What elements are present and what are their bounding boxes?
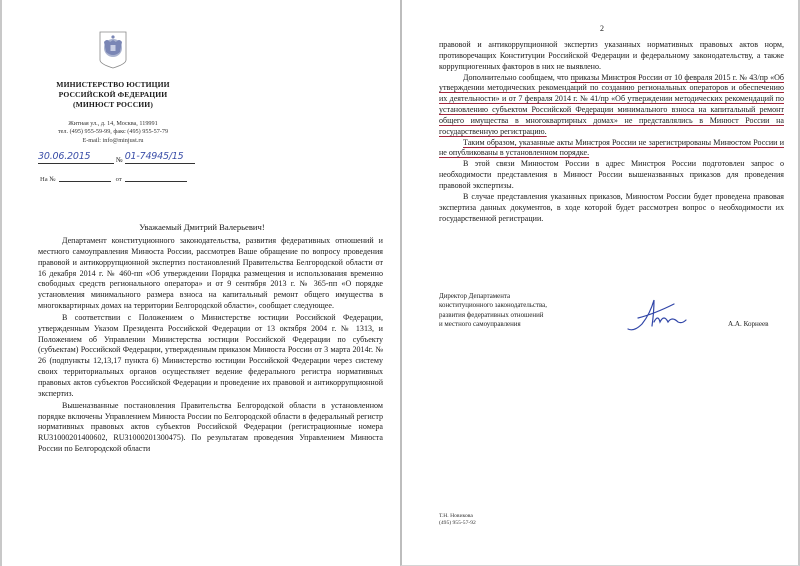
reply-from-label: от (115, 176, 122, 183)
registration-number: 01-74945/15 (125, 151, 195, 164)
paragraph: В соответствии с Положением о Министерстве юстиции Российской Федерации, утвержденным Указом Президента Российской Федерации от 13 октября 2004 г. № 1313, и Положением об Управлении Министерства юстиции Российской Федерации по субъекту (субъектам) Российской Федерации, утвержденным приказом Минюста России от 3 марта 2014г. № 26 (подпункты 12,13,17 пункта 6) Министерство юстиции Российской Федерации через систему своих территориальных органов осуществляет ведение федерального регистра нормативных правовых актов субъектов Российской Федерации и проведение их правовой и антикоррупционной экспертиз. (38, 312, 383, 398)
page-1-body (38, 236, 383, 455)
executor-info (439, 513, 476, 527)
org-email: E-mail: info@minjust.ru (82, 136, 144, 144)
paragraph-intro: Дополнительно сообщаем, что (463, 72, 571, 82)
paragraph: В этой связи Минюстом России в адрес Минстроя России подготовлен запрос о необходимости представления в Минюст России вышеназванных приказов для проведения правовой экспертизы. (439, 159, 784, 190)
salutation: Уважаемый Дмитрий Валерьевич! (139, 222, 265, 232)
signatory-title-line: Директор Департамента (439, 293, 511, 300)
underlined-highlight: приказы Минстроя России от 10 февраля 2015 г. № 43/пр «Об утверждении методических рекомендаций по созданию региональных операторов и обеспечению их деятельности» и от 7 февраля 2014 г. № 41/пр «Об утверждении методических рекомендаций по установлению субъектом Российской Федерации минимального взноса на капитальный ремонт общего имущества в многоквартирных домах» не представлялись в Минюст России на государственную регистрацию. (439, 72, 784, 136)
registration-line (38, 151, 195, 164)
org-name-line-1: МИНИСТЕРСТВО ЮСТИЦИИ (56, 80, 170, 89)
org-address: Житная ул., д. 14, Москва, 119991 (68, 120, 158, 127)
reply-number-label: На № (40, 176, 56, 183)
reply-number-blank (59, 181, 111, 182)
paragraph: Департамент конституционного законодательства, развития федеративных отношений и местного самоуправления Минюста России, рассмотрев Ваше обращение по вопросу проведения правовой и антикоррупционной экспертиз постановлений Правительства Белгородской области от 16 декабря 2014 г. № 460-пп «Об утверждении Порядка размещения и использования временно свободных средств регионального оператора» и от 9 сентября 2013 г. № 365-пп «О порядке установления минимального размера взноса на капитальный ремонт общего имущества в многоквартирных домах на территории Белгородской области», сообщает следующее. (38, 236, 383, 311)
handwritten-signature-icon (624, 296, 694, 332)
russian-coat-of-arms-icon (98, 30, 128, 70)
letterhead (24, 30, 202, 145)
page-number: 2 (600, 24, 604, 33)
registration-date: 30.06.2015 (38, 151, 114, 164)
signatory-title-line: конституционного законодательства, (439, 302, 547, 310)
signatory-title-line: развития федеративных отношений (439, 311, 544, 319)
executor-name: Т.Н. Новикова (439, 513, 473, 519)
paragraph-additional-info (439, 73, 784, 138)
signatory-title (439, 292, 547, 330)
paragraph-conclusion (439, 138, 784, 160)
signatory-name: А.А. Корнеев (728, 320, 769, 328)
executor-phone: (495) 955-57-92 (439, 520, 476, 527)
registration-number-label: № (116, 156, 123, 164)
paragraph: Вышеназванные постановления Правительства Белгородской области в установленном порядке включены Управлением Минюста России по Белгородской области в федеральный регистр нормативных правовых актов субъектов Российской Федерации (регистрационные номера RU31000201400602, RU31000201300475). По результатам проведения Управлением Минюста России по Белгородской области (38, 400, 383, 454)
continuation-paragraph: правовой и антикоррупционной экспертиз указанных нормативных правовых актов норм, противоречащих Конституции Российской Федерации и федеральному законодательству, а также коррупциогенных факторов в них не выявлено. (439, 40, 784, 71)
org-name-line-3: (МИНЮСТ РОССИИ) (73, 100, 153, 109)
org-name-line-2: РОССИЙСКОЙ ФЕДЕРАЦИИ (58, 90, 168, 99)
org-phones: тел. (495) 955-59-99, факс (495) 955-57-79 (57, 128, 169, 136)
underlined-highlight: Таким образом, указанные акты Минстроя России не зарегистрированы Минюстом России и не опубликованы в установленном порядке. (439, 137, 784, 158)
reply-reference-line (40, 176, 192, 183)
paragraph: В случае представления указанных приказов, Минюстом России будет проведена правовая экспертиза данных документов, в ходе которой будет рассмотрен вопрос о необходимости их государственной регистрации. (439, 191, 784, 223)
page-2-body (439, 40, 784, 224)
letter-page-2 (400, 0, 800, 566)
reply-date-blank (125, 181, 187, 182)
signatory-title-line: и местного самоуправления (439, 321, 521, 329)
